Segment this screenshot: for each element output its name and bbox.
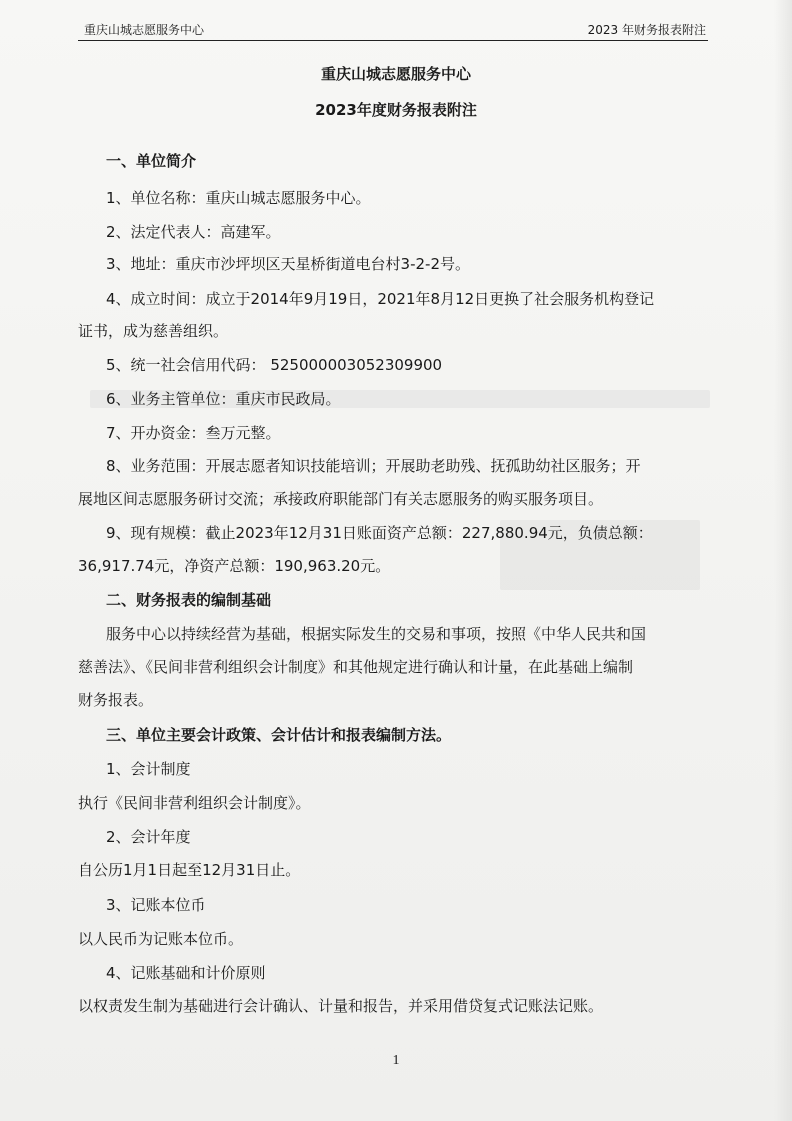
page-number: 1 xyxy=(392,1053,400,1068)
body-line: 自公历1月1日起至12月31日止。 xyxy=(78,861,301,879)
body-line: 财务报表。 xyxy=(78,691,154,709)
body-line: 7、开办资金：叁万元整。 xyxy=(106,424,281,442)
page-edge-shadow xyxy=(774,0,792,1121)
body-line: 证书，成为慈善组织。 xyxy=(78,322,229,340)
body-line: 2、法定代表人：高建军。 xyxy=(106,223,281,241)
body-line: 3、地址：重庆市沙坪坝区天星桥街道电台村3-2-2号。 xyxy=(106,255,471,273)
subheading: 3、记账本位币 xyxy=(106,896,206,914)
section-heading-3: 三、单位主要会计政策、会计估计和报表编制方法。 xyxy=(106,726,452,744)
body-line: 服务中心以持续经营为基础，根据实际发生的交易和事项，按照《中华人民共和国 xyxy=(106,625,647,643)
subheading: 1、会计制度 xyxy=(106,760,191,778)
body-line: 8、业务范围：开展志愿者知识技能培训；开展助老助残、抚孤助幼社区服务；开 xyxy=(106,457,641,475)
body-line: 9、现有规模：截止2023年12月31日账面资产总额：227,880.94元，负债总额： xyxy=(106,524,653,542)
body-line: 5、统一社会信用代码： 525000003052309900 xyxy=(106,356,443,374)
body-line: 以权责发生制为基础进行会计确认、计量和报告，并采用借贷复式记账法记账。 xyxy=(78,997,604,1015)
section-heading-2: 二、财务报表的编制基础 xyxy=(106,591,272,609)
body-line: 展地区间志愿服务研讨交流；承接政府职能部门有关志愿服务的购买服务项目。 xyxy=(78,490,604,508)
header-org-name: 重庆山城志愿服务中心 xyxy=(84,23,205,37)
subheading: 4、记账基础和计价原则 xyxy=(106,964,266,982)
document-title-report: 2023年度财务报表附注 xyxy=(315,101,477,119)
body-line: 慈善法》、《民间非营利组织会计制度》和其他规定进行确认和计量，在此基础上编制 xyxy=(78,658,634,676)
body-line: 6、业务主管单位：重庆市民政局。 xyxy=(106,390,341,408)
body-line: 4、成立时间：成立于2014年9月19日，2021年8月12日更换了社会服务机构登记 xyxy=(106,290,655,308)
body-line: 执行《民间非营利组织会计制度》。 xyxy=(78,794,311,812)
body-line: 以人民币为记账本位币。 xyxy=(78,930,244,948)
document-title-org: 重庆山城志愿服务中心 xyxy=(320,65,471,83)
body-line: 1、单位名称：重庆山城志愿服务中心。 xyxy=(106,189,371,207)
header-doc-name: 2023 年财务报表附注 xyxy=(587,23,706,37)
subheading: 2、会计年度 xyxy=(106,828,191,846)
running-header xyxy=(78,18,708,41)
section-heading-1: 一、单位简介 xyxy=(106,152,197,170)
body-line: 36,917.74元，净资产总额：190,963.20元。 xyxy=(78,557,391,575)
